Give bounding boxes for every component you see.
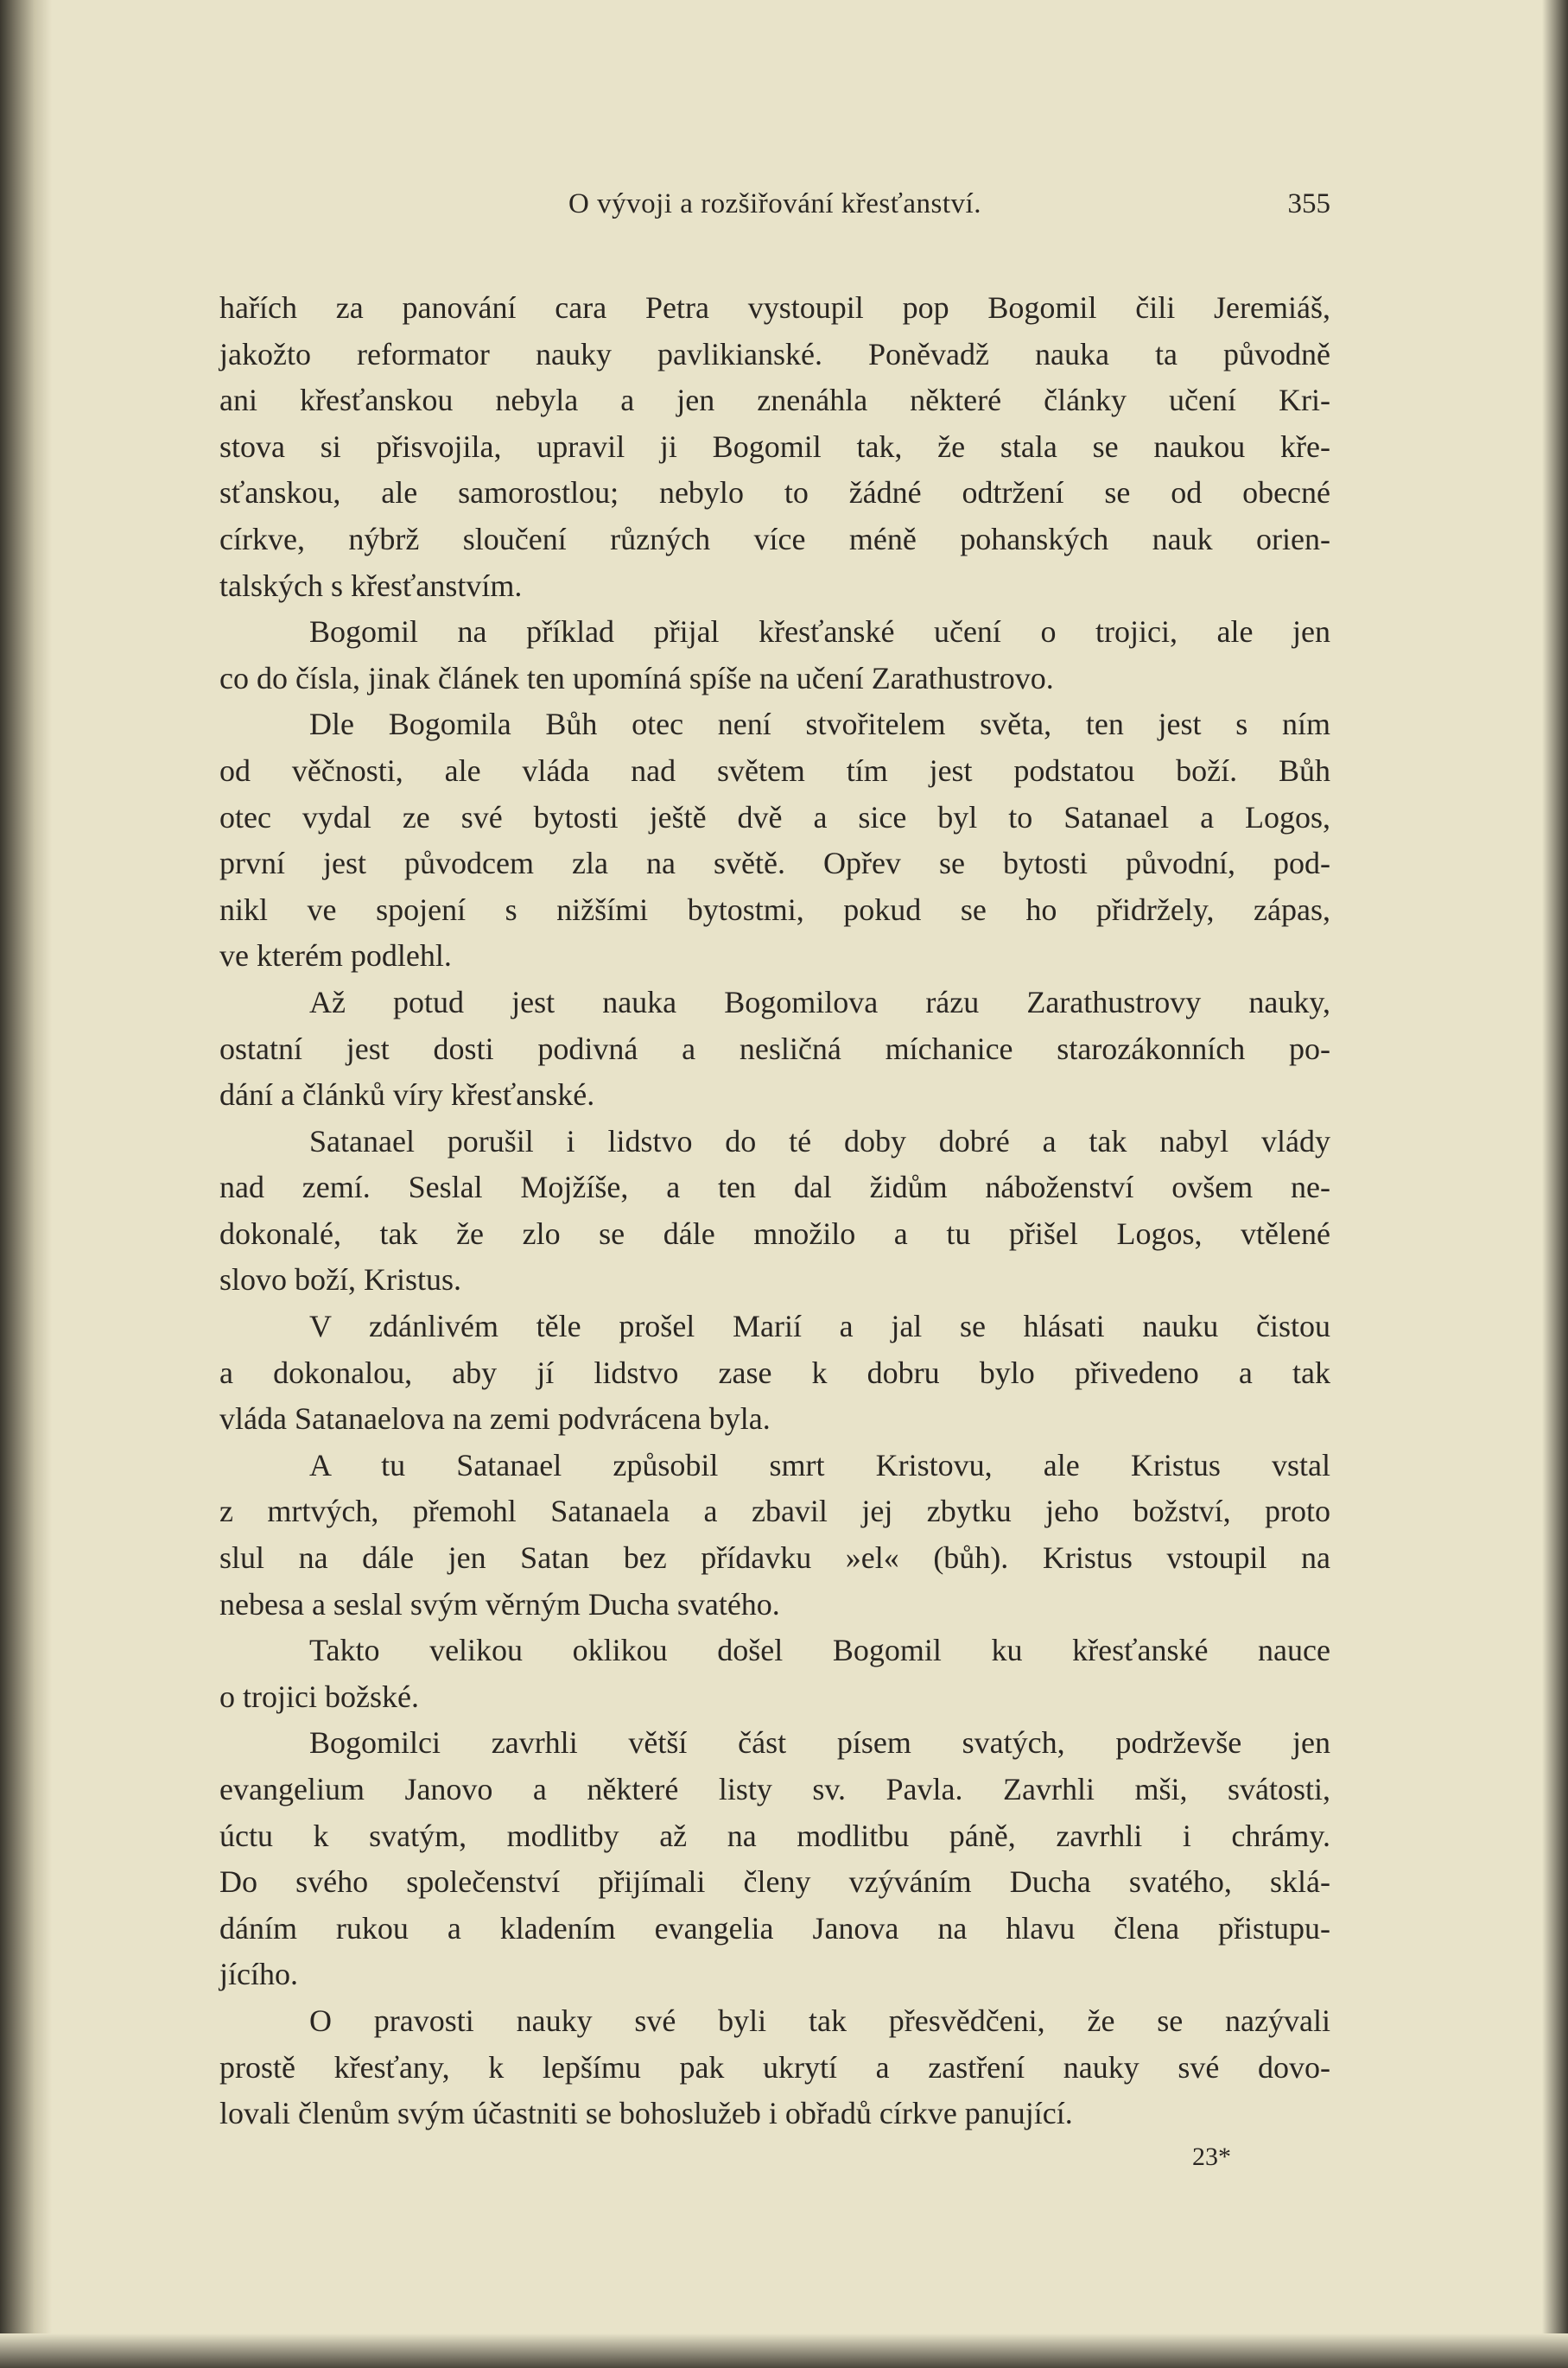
page-header xyxy=(219,188,1330,232)
text-line: ostatní jest dosti podivná a nesličná míchanice starozákonních po- xyxy=(219,1031,1330,1066)
text-line: lovali členům svým účastniti se bohoslužeb i obřadů církve panující. xyxy=(219,2096,1073,2131)
book-binding-shadow xyxy=(0,0,52,2368)
text-line: prostě křesťany, k lepšímu pak ukrytí a zastření nauky své dovo- xyxy=(219,2049,1330,2085)
text-line: otec vydal ze své bytosti ještě dvě a sice byl to Satanael a Logos, xyxy=(219,799,1330,835)
paragraph xyxy=(219,1443,1330,1628)
paragraph xyxy=(219,609,1330,702)
text-line: evangelium Janovo a některé listy sv. Pavla. Zavrhli mši, svátosti, xyxy=(219,1772,1330,1806)
page-number: 355 xyxy=(1287,188,1330,219)
text-line: co do čísla, jinak článek ten upomíná spíše na učení Zarathustrovo. xyxy=(219,660,1054,695)
text-line: sťanskou, ale samorostlou; nebylo to žádné odtržení se od obecné xyxy=(219,475,1330,511)
text-line: jícího. xyxy=(219,1957,298,1992)
paragraph xyxy=(219,1119,1330,1304)
text-line: vláda Satanaelova na zemi podvrácena byla. xyxy=(219,1401,771,1437)
page-edge-right xyxy=(1542,0,1568,2368)
text-line: jakožto reformator nauky pavlikianské. Poněvadž nauka ta původně xyxy=(219,336,1330,371)
text-line: nad zemí. Seslal Mojžíše, a ten dal židům náboženství ovšem ne- xyxy=(219,1170,1330,1205)
text-line: nebesa a seslal svým věrným Ducha svatého. xyxy=(219,1586,780,1622)
paragraph xyxy=(219,980,1330,1119)
page-edge-bottom xyxy=(0,2333,1568,2368)
text-line: z mrtvých, přemohl Satanaela a zbavil jej zbytku jeho božství, proto xyxy=(219,1494,1330,1529)
text-line: stova si přisvojila, upravil ji Bogomil tak, že stala se naukou kře- xyxy=(219,429,1330,464)
text-line: dáním rukou a kladením evangelia Janova na hlavu člena přistupu- xyxy=(219,1910,1330,1946)
text-line: od věčnosti, ale vláda nad světem tím jest podstatou boží. Bůh xyxy=(219,752,1330,788)
text-line: Dle Bogomila Bůh otec není stvořitelem světa, ten jest s ním xyxy=(309,707,1330,742)
paragraph xyxy=(219,1720,1330,1998)
text-line: O pravosti nauky své byli tak přesvědčeni, že se nazývali xyxy=(309,2003,1330,2038)
text-line: Bogomilci zavrhli větší část písem svatých, podrževše jen xyxy=(309,1725,1330,1761)
body-text xyxy=(219,285,1330,2137)
text-line: slovo boží, Kristus. xyxy=(219,1262,462,1298)
text-line: dání a článků víry křesťanské. xyxy=(219,1077,595,1113)
text-line: ve kterém podlehl. xyxy=(219,938,452,974)
text-line: církve, nýbrž sloučení různých více méně pohanských nauk orien- xyxy=(219,521,1330,556)
text-line: Takto velikou oklikou došel Bogomil ku křesťanské nauce xyxy=(309,1633,1330,1668)
text-line: ani křesťanskou nebyla a jen znenáhla některé články učení Kri- xyxy=(219,383,1330,418)
text-line: první jest původcem zla na světě. Opřev se bytosti původní, pod- xyxy=(219,846,1330,881)
text-line: a dokonalou, aby jí lidstvo zase k dobru bylo přivedeno a tak xyxy=(219,1355,1330,1390)
running-title: O vývoji a rozšiřování křesťanství. xyxy=(568,188,981,219)
text-line: hařích za panování cara Petra vystoupil pop Bogomil čili Jeremiáš, xyxy=(219,290,1330,325)
text-line: dokonalé, tak že zlo se dále množilo a tu přišel Logos, vtělené xyxy=(219,1216,1330,1251)
paragraph xyxy=(219,1628,1330,1720)
text-line: V zdánlivém těle prošel Marií a jal se hlásati nauku čistou xyxy=(309,1309,1330,1344)
text-line: talských s křesťanstvím. xyxy=(219,568,523,603)
text-line: Až potud jest nauka Bogomilova rázu Zarathustrovy nauky, xyxy=(309,984,1330,1019)
paragraph xyxy=(219,285,1330,609)
text-line: Do svého společenství přijímali členy vzýváním Ducha svatého, sklá- xyxy=(219,1864,1330,1900)
text-line: slul na dále jen Satan bez přídavku »el« (bůh). Kristus vstoupil na xyxy=(219,1540,1330,1576)
text-line: úctu k svatým, modlitby až na modlitbu páně, zavrhli i chrámy. xyxy=(219,1818,1330,1853)
printer-signature-mark: 23* xyxy=(1192,2143,1231,2171)
text-line: nikl ve spojení s nižšími bytostmi, pokud se ho přidržely, zápas, xyxy=(219,892,1330,927)
text-line: Bogomil na příklad přijal křesťanské učení o trojici, ale jen xyxy=(309,614,1330,650)
text-line: A tu Satanael způsobil smrt Kristovu, ale Kristus vstal xyxy=(309,1447,1330,1482)
paragraph xyxy=(219,702,1330,980)
paragraph xyxy=(219,1998,1330,2137)
paragraph xyxy=(219,1304,1330,1443)
text-line: Satanael porušil i lidstvo do té doby dobré a tak nabyl vlády xyxy=(309,1123,1330,1159)
text-line: o trojici božské. xyxy=(219,1679,419,1714)
